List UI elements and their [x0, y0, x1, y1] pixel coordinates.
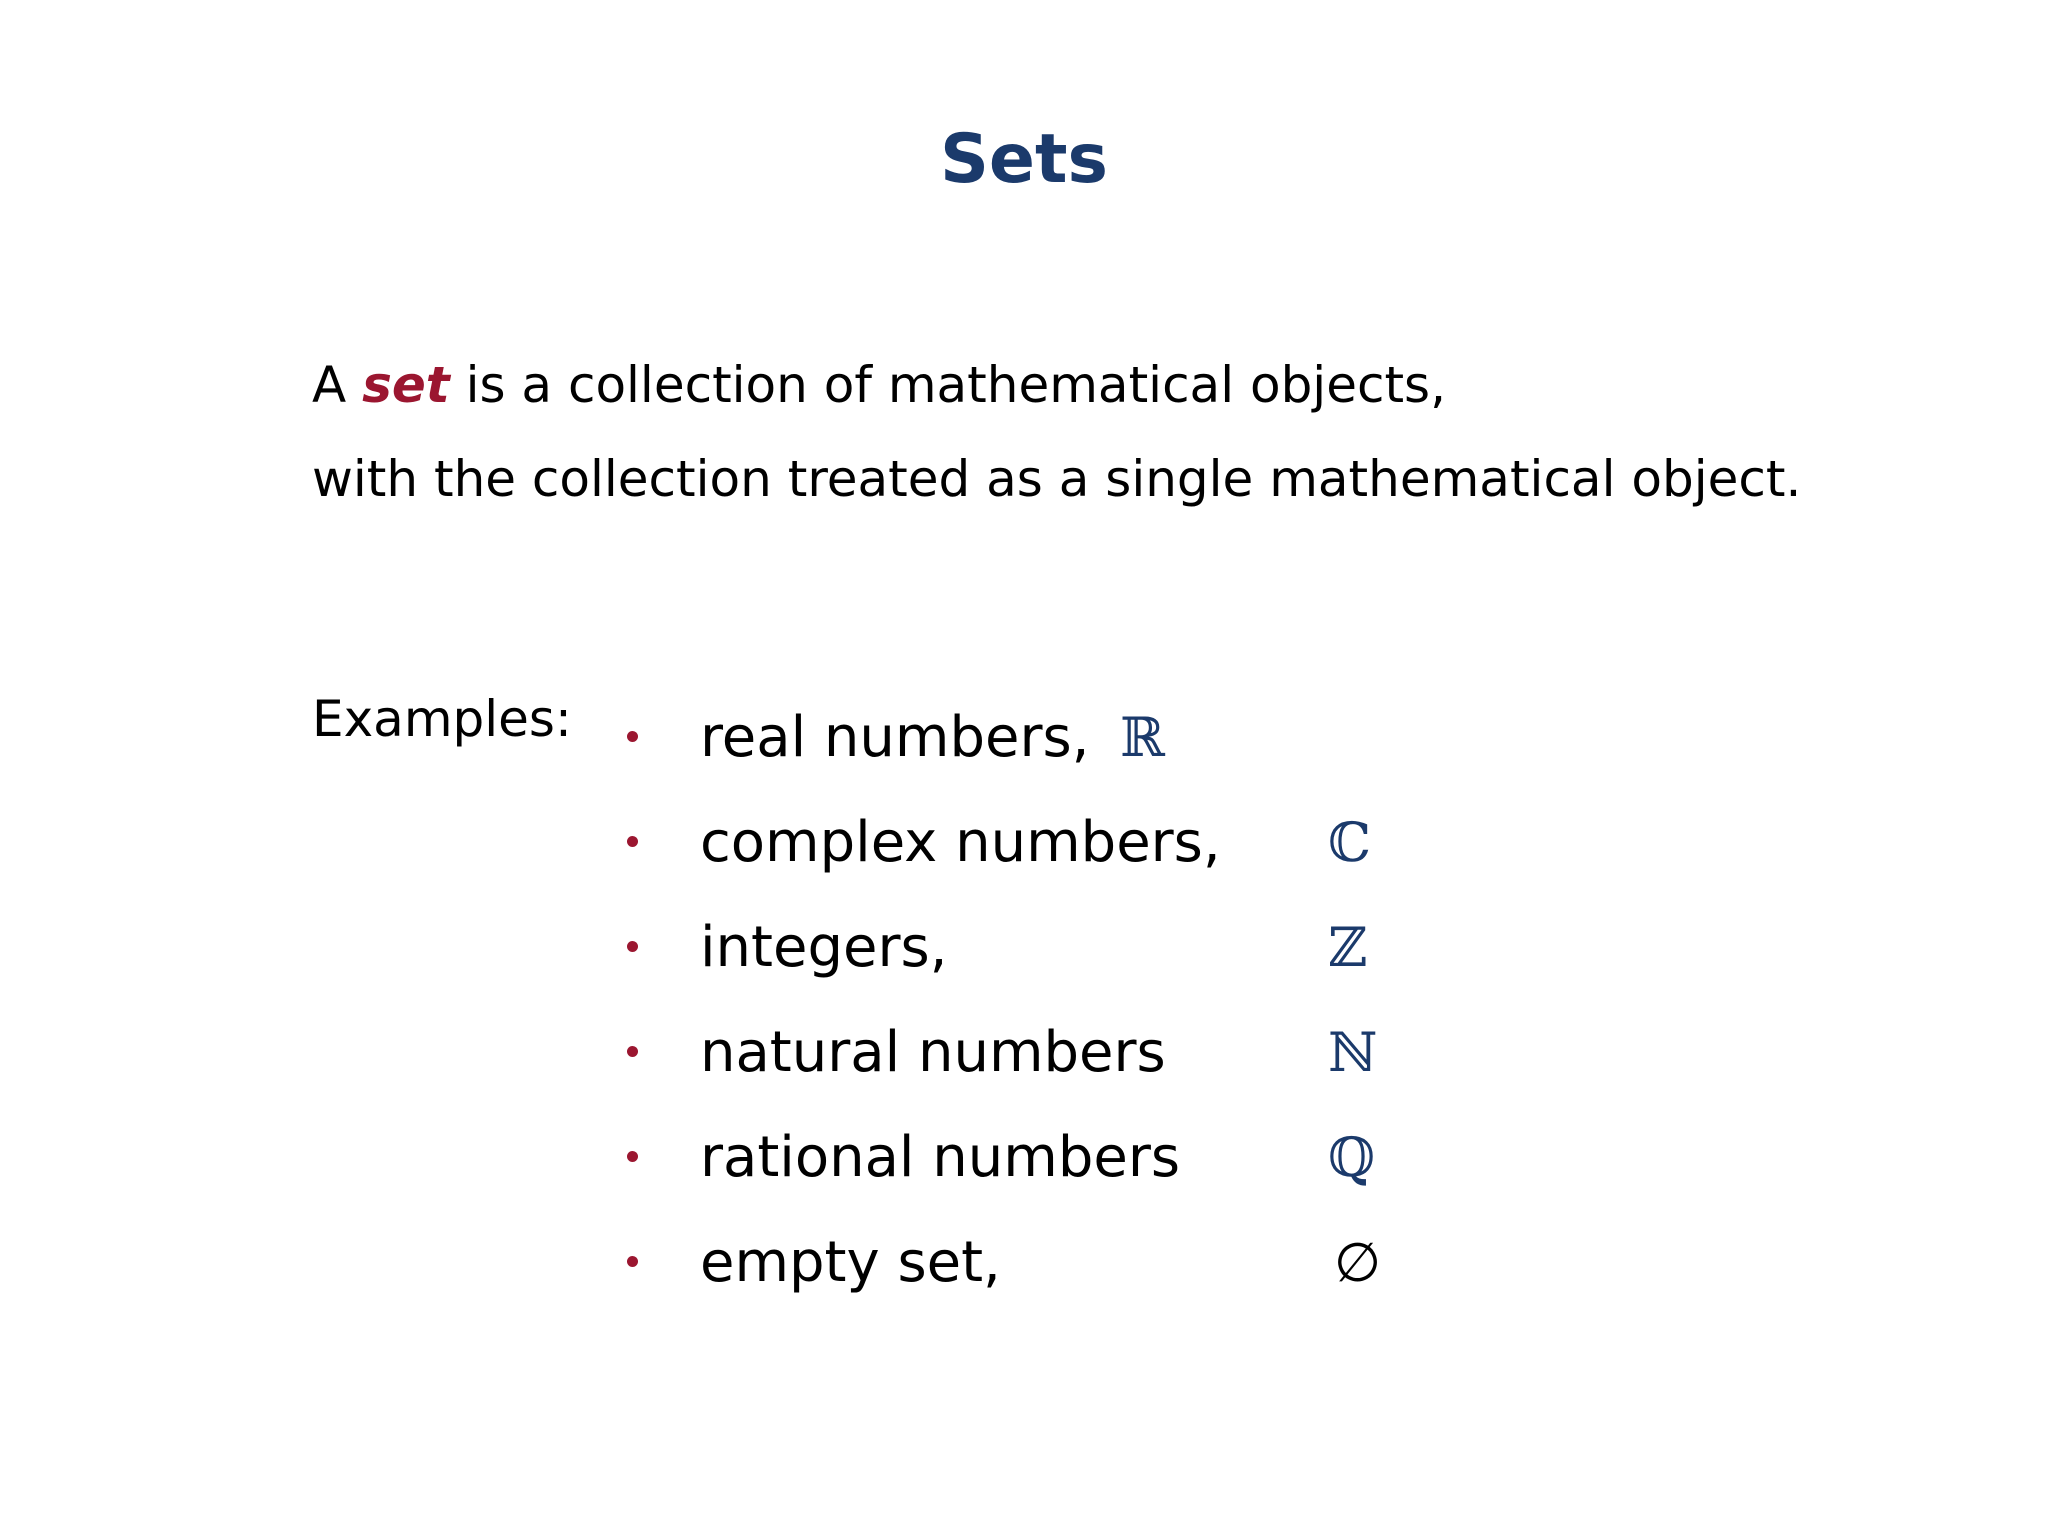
example-symbol: ℕ [1328, 1021, 1378, 1084]
example-item-empty-set [0, 1223, 2048, 1303]
set-definition [312, 338, 1801, 526]
bullet-dot-icon [627, 941, 638, 952]
example-item-natural-numbers [0, 1013, 2048, 1093]
bullet-dot-icon [627, 1151, 638, 1162]
example-name: complex numbers, [700, 810, 1221, 875]
bullet-dot-icon [627, 1046, 638, 1057]
example-item-real-numbers [0, 698, 2048, 778]
example-name: real numbers, [700, 705, 1090, 770]
example-symbol: ∅ [1334, 1231, 1382, 1294]
example-symbol: ℝ [1120, 706, 1165, 769]
example-name: empty set, [700, 1230, 1001, 1295]
bullet-dot-icon [627, 731, 638, 742]
example-item-integers [0, 908, 2048, 988]
bullet-dot-icon [627, 836, 638, 847]
definition-term: set [362, 356, 450, 414]
definition-prefix: A [312, 356, 363, 414]
example-symbol: ℂ [1328, 811, 1371, 874]
example-symbol: ℚ [1328, 1126, 1376, 1189]
example-item-complex-numbers [0, 803, 2048, 883]
slide-title: Sets [939, 120, 1109, 199]
example-symbol: ℤ [1328, 916, 1368, 979]
example-name: natural numbers [700, 1020, 1166, 1085]
example-name: integers, [700, 915, 948, 980]
example-item-rational-numbers [0, 1118, 2048, 1198]
example-name: rational numbers [700, 1125, 1181, 1190]
definition-line-1 [312, 356, 1446, 414]
examples-label: Examples: [312, 690, 572, 748]
definition-line-2: with the collection treated as a single mathematical object. [312, 450, 1802, 508]
bullet-dot-icon [627, 1256, 638, 1267]
definition-suffix: is a collection of mathematical objects, [449, 356, 1447, 414]
